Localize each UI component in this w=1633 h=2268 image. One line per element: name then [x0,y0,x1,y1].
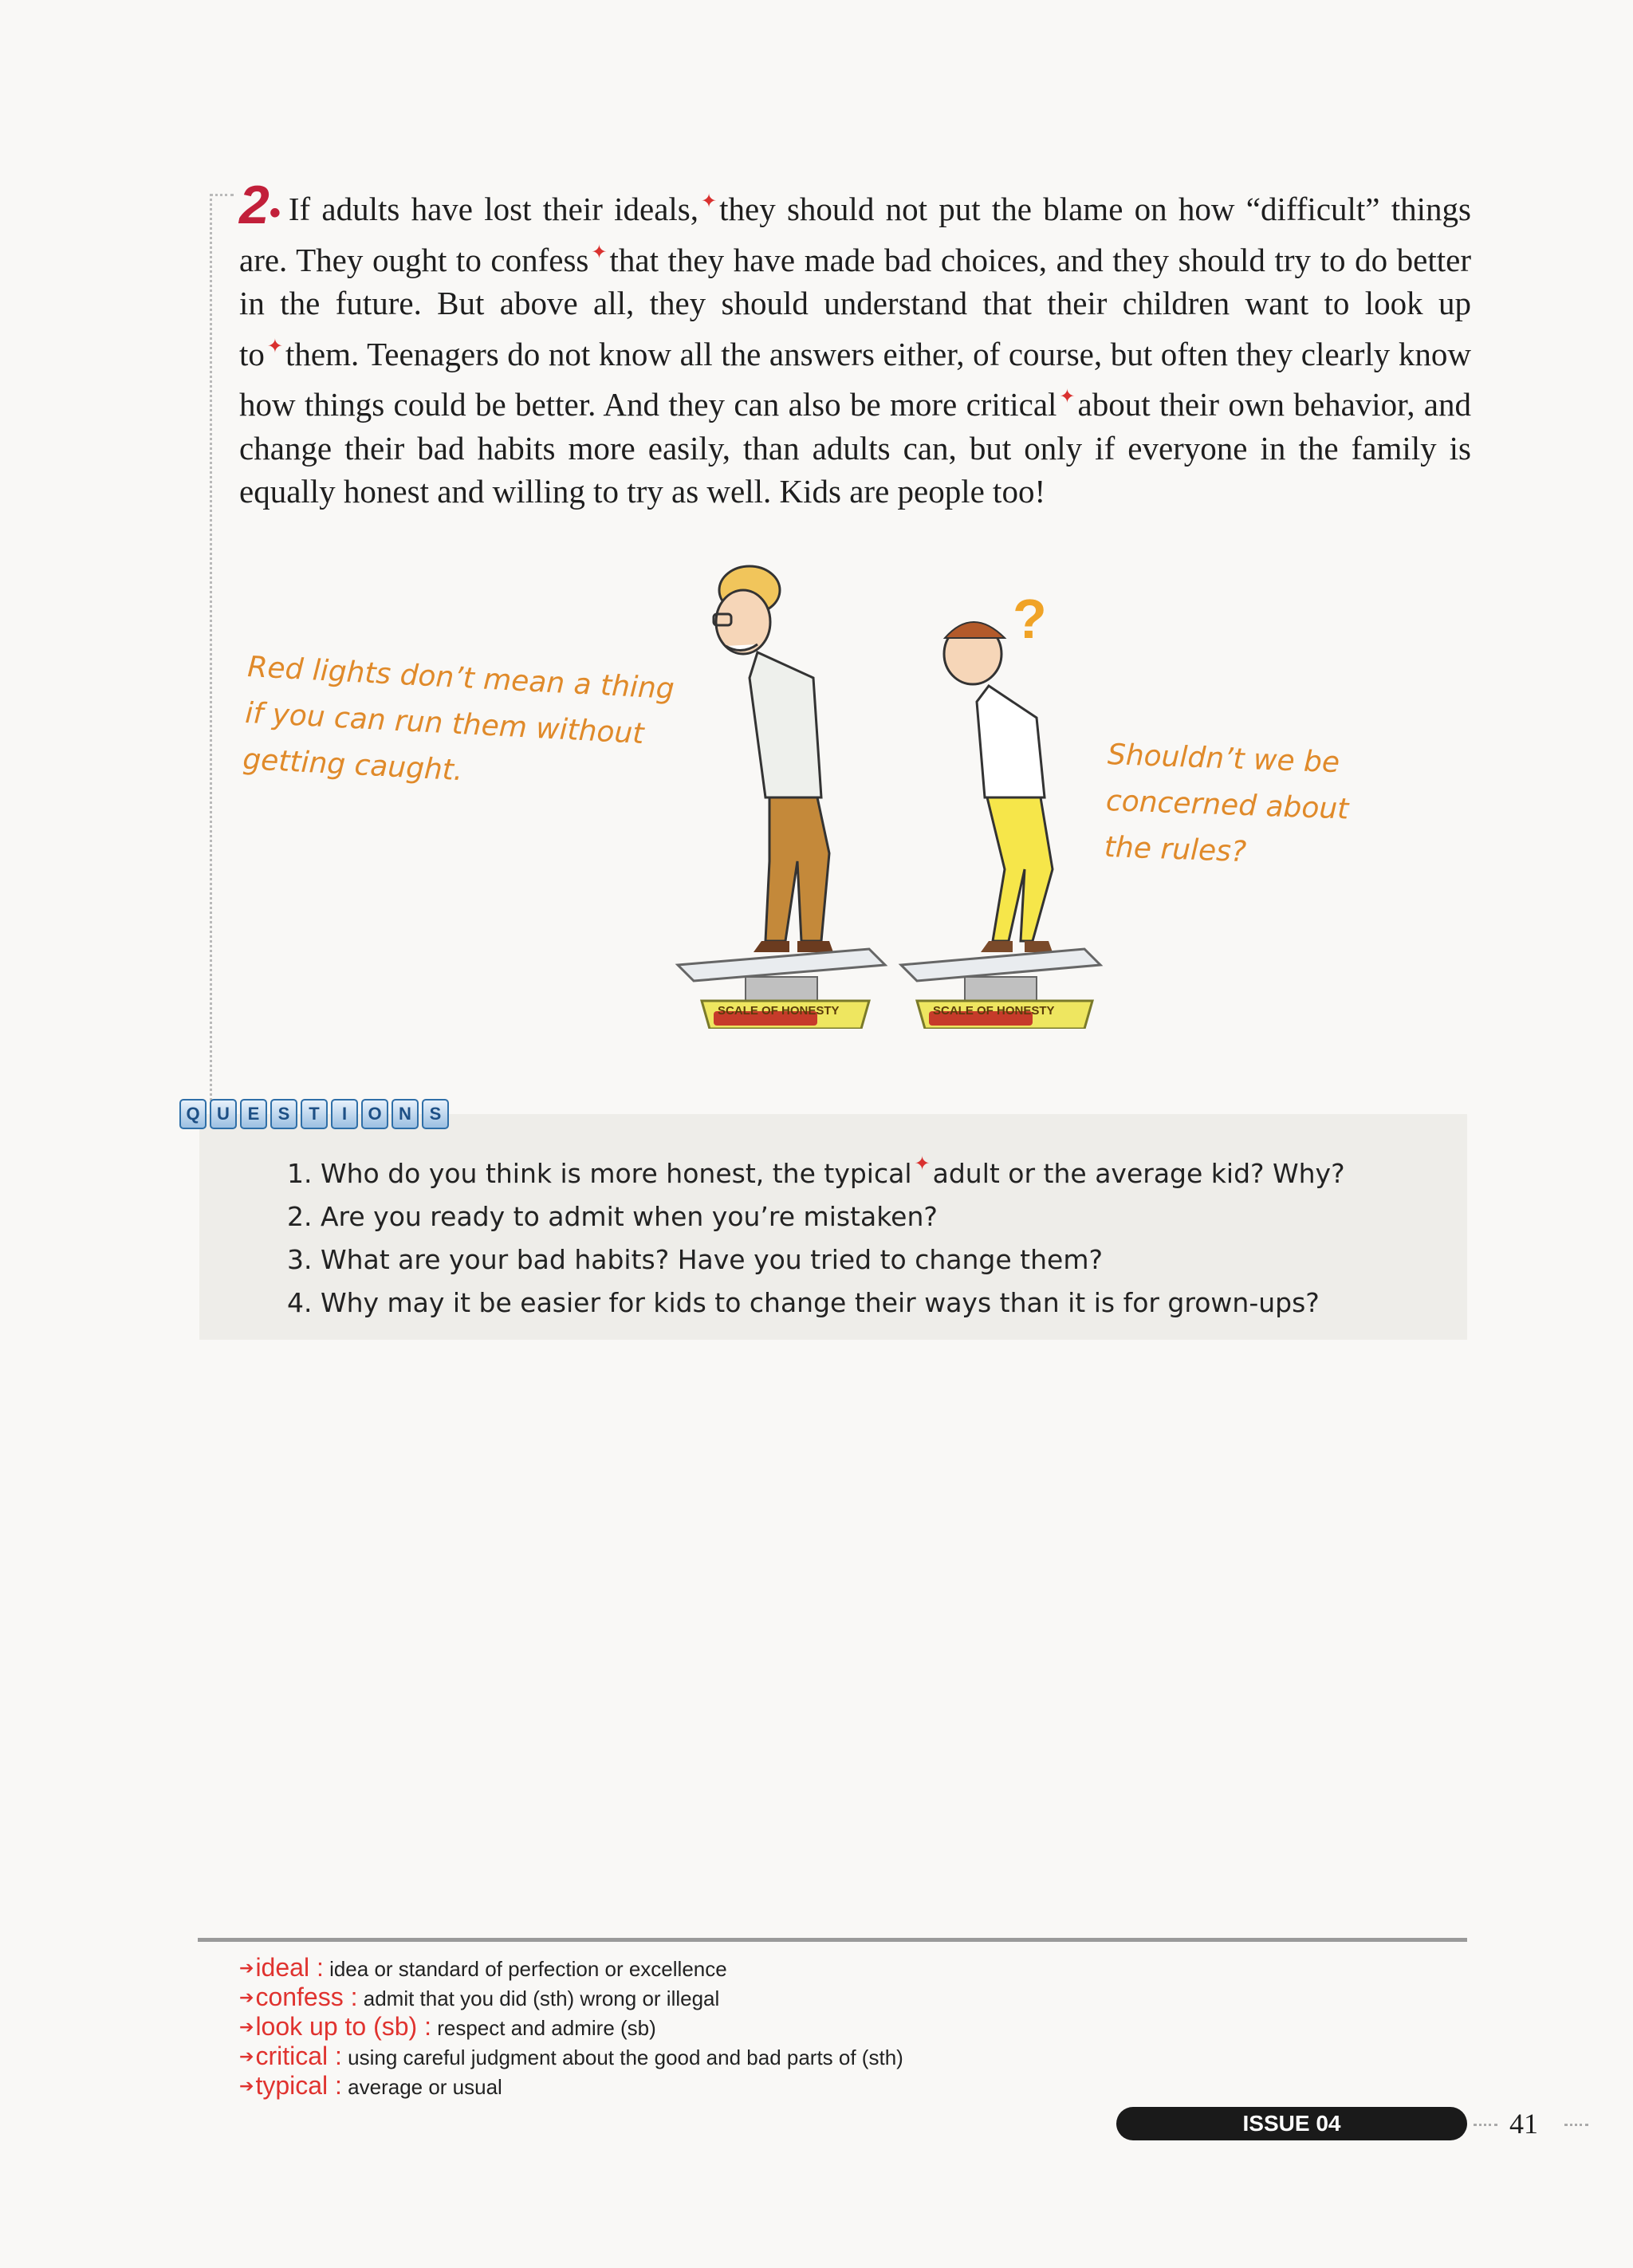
arrow-icon: ➔ [239,2076,254,2096]
questions-title-letter: I [331,1099,358,1129]
question-item: 2. Are you ready to admit when you’re mistaken? [287,1201,938,1232]
questions-title-letter: N [392,1099,419,1129]
adult-scale [678,949,885,1029]
questions-title-letter: S [270,1099,297,1129]
glossary-entry: ➔look up to (sb) : respect and admire (sb) [239,2012,656,2041]
glossary-entry: ➔critical : using careful judgment about the good and bad parts of (sth) [239,2042,903,2070]
questions-title-letter: Q [179,1099,207,1129]
questions-title-letter: O [361,1099,388,1129]
question-mark-icon: ? [1013,588,1047,650]
dotted-guide-left [210,194,212,1101]
arrow-icon: ➔ [239,2046,254,2066]
footer-dots [1474,2124,1497,2126]
glossary-entry: ➔confess : admit that you did (sth) wrong or illegal [239,1983,720,2011]
questions-title-letter: S [422,1099,449,1129]
page-number: 41 [1509,2108,1538,2140]
questions-title [179,1099,449,1131]
glossary [239,1954,1356,2101]
vocab-marker-icon: ✦ [1059,387,1076,408]
issue-badge: ISSUE 04 [1116,2107,1467,2140]
questions-title-letter: U [210,1099,237,1129]
glossary-entry: ➔typical : average or usual [239,2071,502,2100]
dotted-guide-top [210,194,234,196]
article-paragraph: 2• If adults have lost their ideals, ✦they should not put the blame on how “difficult” things are. They ought to confess ✦that they have made bad choices, and they should try to do better in the future. But above all, they should understand that their children want to look up to ✦them. Teenagers do not know all the answers either, of course, but often they clearly know how things could be better. And they can also be more critical ✦about their own behavior, and change their bad habits more easily, than adults can, but only if everyone in the family is equally honest and willing to try as well. Kids are people too! [239,175,1471,510]
arrow-icon: ➔ [239,1958,254,1978]
vocab-marker-icon: ✦ [591,242,608,263]
footnote-divider [198,1938,1467,1942]
speech-kid: Shouldn’t we be concerned about the rules? [1104,738,1350,869]
questions-title-letter: T [301,1099,328,1129]
kid-figure [944,588,1053,952]
paragraph-number: 2• [239,175,281,235]
speech-adult: Red lights don’t mean a thing if you can run them without getting caught. [242,650,675,788]
honesty-scales-illustration [670,558,1116,1029]
arrow-icon: ➔ [239,2017,254,2037]
arrow-icon: ➔ [239,1987,254,2007]
footer-dots [1564,2124,1588,2126]
questions-title-letter: E [240,1099,267,1129]
question-item: 3. What are your bad habits? Have you tried to change them? [287,1244,1103,1275]
glossary-entry: ➔ideal : idea or standard of perfection or excellence [239,1953,727,1982]
svg-text:SCALE OF HONESTY: SCALE OF HONESTY [718,1004,840,1018]
questions-list [287,1142,1451,1325]
vocab-marker-icon: ✦ [914,1152,931,1175]
vocab-marker-icon: ✦ [266,336,284,357]
question-item: 1. Who do you think is more honest, the typical ✦adult or the average kid? Why? [287,1152,1345,1189]
kid-scale [901,949,1100,1029]
adult-figure [714,566,833,952]
question-item: 4. Why may it be easier for kids to change their ways than it is for grown-ups? [287,1287,1320,1318]
vocab-marker-icon: ✦ [701,191,718,212]
svg-text:SCALE OF HONESTY: SCALE OF HONESTY [933,1004,1055,1018]
